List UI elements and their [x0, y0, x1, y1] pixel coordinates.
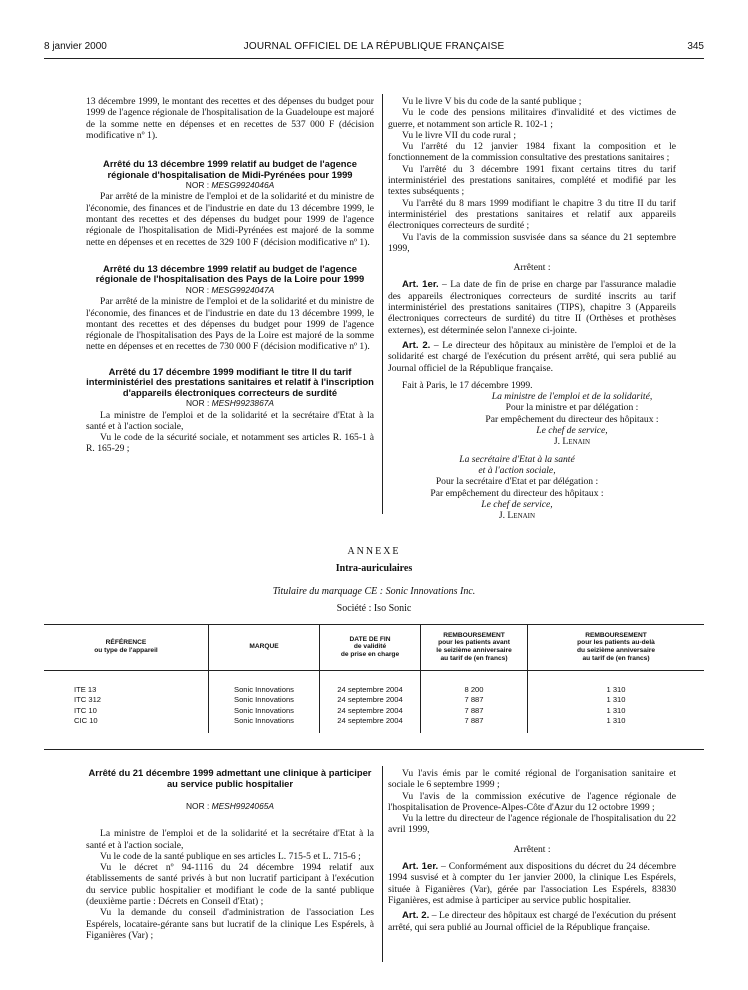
signatory-line: Le chef de service, [536, 425, 608, 437]
header-journal-title: JOURNAL OFFICIEL DE LA RÉPUBLIQUE FRANÇAISE [243, 41, 505, 52]
table-row [44, 695, 704, 705]
signatory-line: Pour la ministre et par délégation : [505, 402, 639, 414]
paragraph: Vu l'arrêté du 3 décembre 1991 fixant certains titres du tarif interministériel des prestations sanitaires, complété et modifié par les textes subséquents ; [388, 163, 676, 198]
table-row [44, 716, 704, 726]
table-cell: 7 887 [421, 716, 528, 726]
table-cell: 7 887 [421, 706, 528, 716]
table-cell: Sonic Innovations [209, 685, 320, 695]
table-cell: ITE 13 [74, 685, 97, 694]
paragraph: Vu l'avis de la commission susvisée dans sa séance du 21 septembre 1999, [388, 231, 676, 254]
paragraph: Vu l'avis de la commission exécutive de l'agence régionale de l'hospitalisation de Provence-Alpes-Côte d'Azur du 12 octobre 1999 ; [388, 790, 676, 813]
signatory-line: La secrétaire d'Etat à la santé [459, 453, 575, 465]
decree-title: Arrêté du 13 décembre 1999 relatif au budget de l'agence régionale d'hospitalisation de Midi-Pyrénées pour 1999 [103, 158, 357, 180]
arrete-heading: Arrêtent : [513, 262, 551, 274]
column-divider [382, 94, 383, 514]
column-header: DATE DE FIN de validité de prise en charge [320, 624, 421, 671]
paragraph: Par arrêté de la ministre de l'emploi et de la solidarité et du ministre de l'économie, des finances et de l'industrie en date du 13 décembre 1999, le montant des recettes et des dépenses du budget pour 1999 de l'agence régionale de l'hospitalisation de Midi-Pyrénées est majoré de la somme nette en dépenses et en recettes de 329 100 F (décision modificative nº 1). [86, 191, 374, 248]
annexe-holder: Titulaire du marquage CE : Sonic Innovations Inc. [272, 586, 476, 597]
paragraph: Vu l'arrêté du 12 janvier 1984 fixant la composition et le fonctionnement de la commission consultative des prestations sanitaires ; [388, 141, 676, 164]
table-row [44, 706, 704, 716]
right-column [388, 96, 676, 521]
paragraph: Vu le livre VII du code rural ; [402, 129, 517, 141]
table-cell: ITC 312 [74, 695, 102, 705]
signatory-name: J. Lenain [498, 510, 536, 522]
table-cell: CIC 10 [74, 716, 98, 726]
nor-reference: NOR : MESG9924046A [185, 180, 275, 191]
table-cell: 24 septembre 2004 [320, 695, 421, 705]
column-header: REMBOURSEMENT pour les patients au-delà du seizième anniversaire au tarif de (en francs) [528, 624, 705, 671]
bottom-left-column [86, 768, 374, 941]
article-1: Art. 1er. – La date de fin de prise en charge par l'assurance maladie des appareils électroniques correcteurs de surdité inscrits au tarif interministériel des prestations sanitaires (TIPS), chapitre 3 (Appareils électroniques correcteurs de surdité) du titre II (Orthèses et prothèses externes), est déterminée selon l'annexe ci-jointe. [388, 279, 676, 336]
paragraph: Vu l'avis émis par le comité régional de l'organisation sanitaire et sociale le 6 septembre 1999 ; [388, 768, 676, 791]
paragraph: La ministre de l'emploi et de la solidarité et la secrétaire d'Etat à la santé et à l'action sociale, [86, 828, 374, 851]
table-cell: 1 310 [528, 685, 705, 695]
article-1: Art. 1er. – Conformément aux dispositions du décret du 24 décembre 1994 susvisé et à compter du 1er janvier 2000, la clinique Les Espérels, située à Figanières (Var), gérée par l'association Les Espérels, 83830 Figanières, est admise à participer au service public hospitalier. [388, 861, 676, 906]
paragraph: Vu le décret nº 94-1116 du 24 décembre 1994 relatif aux établissements de santé privés à but non lucratif participant à l'exécution du service public hospitalier et modifiant le code de la santé publique (deuxième partie : Décrets en Conseil d'Etat) ; [86, 862, 374, 908]
table-cell: 24 septembre 2004 [320, 685, 421, 695]
signatory-line: La ministre de l'emploi et de la solidarité, [491, 391, 653, 403]
table-row [44, 685, 704, 695]
nor-reference: NOR : MESG9924047A [185, 284, 275, 295]
decree-title: Arrêté du 17 décembre 1999 modifiant le titre II du tarif interministériel des prestations sanitaires et relatif à l'inscription d'appareils électroniques correcteurs de surdité [86, 365, 374, 398]
table-cell: 24 septembre 2004 [320, 706, 421, 716]
table-cell: ITC 10 [74, 705, 97, 715]
header-date: 8 janvier 2000 [44, 41, 107, 52]
place-date: Fait à Paris, le 17 décembre 1999. [402, 379, 533, 391]
table-cell: 1 310 [528, 706, 705, 716]
signatory-line: et à l'action sociale, [478, 464, 556, 476]
paragraph: Vu la lettre du directeur de l'agence régionale de l'hospitalisation du 22 avril 1999, [388, 813, 676, 836]
arrete-heading: Arrêtent : [513, 843, 551, 855]
paragraph: Par arrêté de la ministre de l'emploi et de la solidarité et du ministre de l'économie, des finances et de l'industrie en date du 13 décembre 1999, le montant des recettes et des dépenses du budget pour 1999 de l'agence régionale de l'hospitalisation des Pays de la Loire est majoré de la somme nette en dépenses et en recettes de 730 000 F (décision modificative nº 1). [86, 296, 374, 353]
paragraph: Vu le code de la santé publique en ses articles L. 715-5 et L. 715-6 ; [100, 850, 361, 862]
article-2: Art. 2. – Le directeur des hôpitaux est chargé de l'exécution du présent arrêté, qui sera publié au Journal officiel de la République française. [388, 910, 676, 933]
table-cell: 1 310 [528, 695, 705, 705]
paragraph: Vu la demande du conseil d'administration de l'association Les Espérels, locataire-gérante sans but lucratif de la clinique Les Espérels, à Figanières (Var) ; [86, 907, 374, 941]
annexe-title: ANNEXE [347, 546, 401, 557]
table-cell: 1 310 [528, 716, 705, 726]
table-cell: Sonic Innovations [209, 706, 320, 716]
bottom-right-column [388, 768, 676, 933]
signatory-line: Par empêchement du directeur des hôpitaux : [430, 487, 604, 499]
column-divider [382, 766, 383, 962]
left-column [86, 96, 374, 455]
paragraph: Vu le livre V bis du code de la santé publique ; [402, 96, 582, 107]
paragraph: Vu le code des pensions militaires d'invalidité et des victimes de guerre, et notamment son article R. 102-1 ; [388, 107, 676, 130]
paragraph: La ministre de l'emploi et de la solidarité et la secrétaire d'Etat à la santé et à l'action sociale, [86, 409, 374, 432]
table-cell: Sonic Innovations [209, 716, 320, 726]
header-rule [44, 58, 704, 59]
paragraph: 13 décembre 1999, le montant des recettes et des dépenses du budget pour 1999 de l'agence régionale de l'hospitalisation de la Guadeloupe est majoré de la somme nette en dépenses et en recettes de 537 000 F (décision modificative nº 1). [86, 96, 374, 141]
annexe-table [44, 624, 704, 733]
nor-reference: NOR : MESH9923867A [186, 398, 274, 409]
signatory-line: Par empêchement du directeur des hôpitaux : [485, 413, 659, 425]
table-cell: 24 septembre 2004 [320, 716, 421, 726]
column-header: REMBOURSEMENT pour les patients avant le seizième anniversaire au tarif de (en francs) [421, 624, 528, 671]
table-cell: 8 200 [421, 685, 528, 695]
signatory-line: Pour la secrétaire d'Etat et par délégation : [435, 476, 599, 488]
signatory-line: Le chef de service, [481, 498, 553, 510]
column-header: MARQUE [209, 624, 320, 671]
table-cell: Sonic Innovations [209, 695, 320, 705]
paragraph: Vu l'arrêté du 8 mars 1999 modifiant le chapitre 3 du titre II du tarif interministériel des prestations sanitaires et relatif aux appareils électroniques correcteurs de surdité ; [388, 197, 676, 232]
decree-title: Arrêté du 13 décembre 1999 relatif au budget de l'agence régionale de l'hospitalisation des Pays de la Loire pour 1999 [95, 262, 365, 285]
paragraph: Vu le code de la sécurité sociale, et notamment ses articles R. 165-1 à R. 165-29 ; [86, 432, 374, 455]
annexe-company: Société : Iso Sonic [336, 603, 412, 614]
article-2: Art. 2. – Le directeur des hôpitaux au ministère de l'emploi et de la solidarité est chargé de l'exécution du présent arrêté, qui sera publié au Journal officiel de la République française. [388, 339, 676, 374]
column-header: RÉFÉRENCE ou type de l'appareil [44, 624, 209, 671]
page-header [44, 41, 704, 57]
table-cell: 7 887 [421, 695, 528, 705]
header-page-number: 345 [687, 41, 704, 52]
decree-title: Arrêté du 21 décembre 1999 admettant une clinique à participer au service public hospitalier [88, 767, 372, 789]
nor-reference: NOR : MESH9924065A [186, 801, 274, 811]
signatory-name: J. Lenain [553, 436, 591, 448]
annexe-subtitle: Intra-auriculaires [335, 563, 413, 574]
